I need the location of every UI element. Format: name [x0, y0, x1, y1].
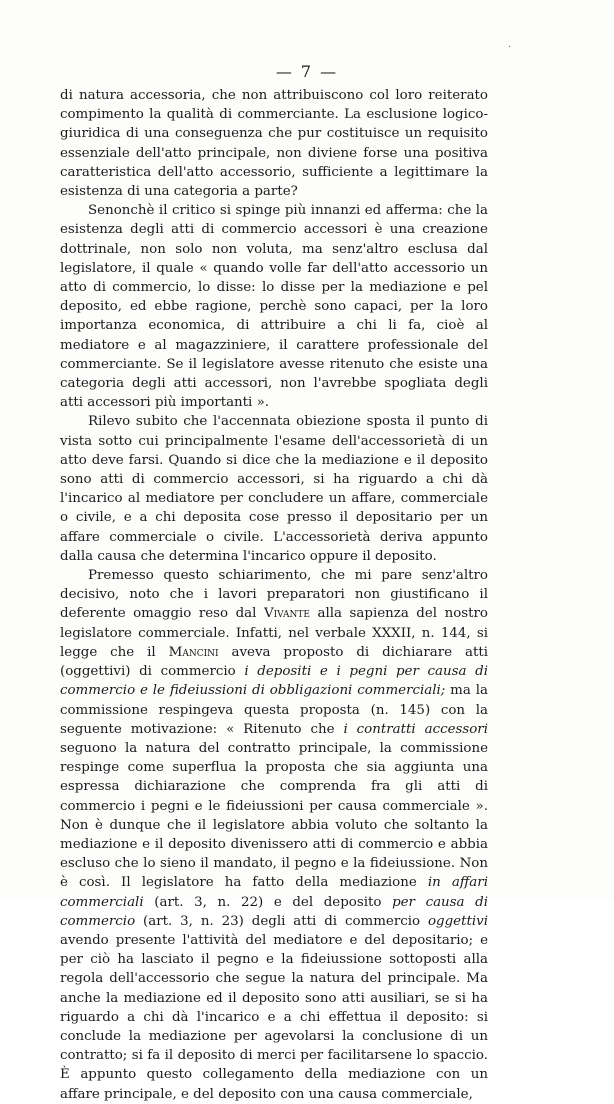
paragraph-continuation: di natura accessoria, che non attribuiscono col loro reiterato compimento la qualità di commerciante. La esclusione logico-giuridica di una conseguenza che pur costituisce un requisito essenziale dell'atto principale, non diviene forse una positiva caratteristica dell'atto accessorio, sufficiente a legittimare la esistenza di una categoria a parte? — [60, 88, 488, 200]
text-run: avendo presente l'attività del mediatore e del depositario; e per ciò ha lasciato il pegno e la fideiussione sottoposti alla regola dell'accessorio che segue la natura del principale. Ma anche la mediazione ed il deposito sono atti ausiliari, se si ha riguardo a chi dà l'incarico e a chi effettua il deposito: si conclude la mediazione per agevolarsi la conclusione di un contratto; si fa il deposito di merci per facilitarsene lo spaccio. È appunto questo collegamento della mediazione con un affare principale, e del deposito con una causa commerciale, — [60, 932, 488, 1102]
paragraph-preparatory-works — [60, 566, 488, 1104]
text-run: aveva proposto di dichiarare atti (oggettivi) di commercio — [60, 644, 488, 680]
margin-mark: · — [508, 42, 512, 53]
italic-run: in affari commerciali — [60, 875, 488, 910]
text-run: Premesso questo schiarimento, che mi pare senz'altro decisivo, noto che i lavori preparatori non giustificano il deferente omaggio reso dal — [60, 568, 488, 622]
author-mancini: Mancini — [168, 644, 219, 660]
italic-run: i depositi e i pegni per causa di commercio e le fideiussioni di obbligazioni commerciali; — [60, 664, 488, 699]
text-run: ma la commissione respingeva questa proposta (n. 145) con la seguente motivazione: « Ritenuto che — [60, 683, 488, 737]
italic-run: oggettivi — [427, 913, 488, 929]
page-number: — 7 — — [275, 62, 339, 81]
text-body — [60, 86, 488, 1104]
paragraph-objection: Rilevo subito che l'accennata obiezione sposta il punto di vista sotto cui principalmente l'esame dell'accessorietà di un atto deve farsi. Quando si dice che la mediazione e il deposito sono atti di commercio accessori, si ha riguardo a chi dà l'incarico al mediatore per concludere un affare, commerciale o civile, e a chi deposita cose presso il depositario per un affare commerciale o civile. L'accessorietà deriva appunto dalla causa che determina l'incarico oppure il deposito. — [60, 414, 488, 564]
italic-run: per causa di commercio — [60, 894, 488, 929]
author-vivante: Vivante — [263, 606, 310, 622]
italic-run: i contratti accessori — [343, 721, 488, 737]
text-run: (art. 3, n. 22) e del deposito — [143, 894, 393, 910]
paragraph-critic: Senonchè il critico si spinge più innanzi ed afferma: che la esistenza degli atti di commercio accessori è una creazione dottrinale, non solo non voluta, ma senz'altro esclusa dal legislatore, il quale « quando volle far dell'atto accessorio un atto di commercio, lo disse: lo disse per la mediazione e pel deposito, ed ebbe ragione, perchè sono capaci, per la loro importanza economica, di attribuire a chi li fa, cioè al mediatore e al magazziniere, il carattere professionale del commerciante. Se il legislatore avesse ritenuto che esiste una categoria degli atti accessori, non l'avrebbe spogliata degli atti accessori più importanti ». — [60, 203, 488, 411]
text-run: alla sapienza del nostro legislatore commerciale. Infatti, nel verbale XXXII, n. 144, si legge che il — [60, 606, 488, 660]
text-run: (art. 3, n. 23) degli atti di commercio — [135, 913, 428, 929]
text-run: seguono la natura del contratto principale, la commissione respinge come superflua la proposta che sia aggiunta una espressa dichiarazione che comprenda fra gli atti di commercio i pegni e le fideiussioni per causa commerciale ». Non è dunque che il legislatore abbia voluto che soltanto la mediazione e il deposito divenissero atti di commercio e abbia escluso che lo sieno il mandato, il pegno e la fideiussione. Non è così. Il legislatore ha fatto della mediazione — [60, 740, 488, 891]
